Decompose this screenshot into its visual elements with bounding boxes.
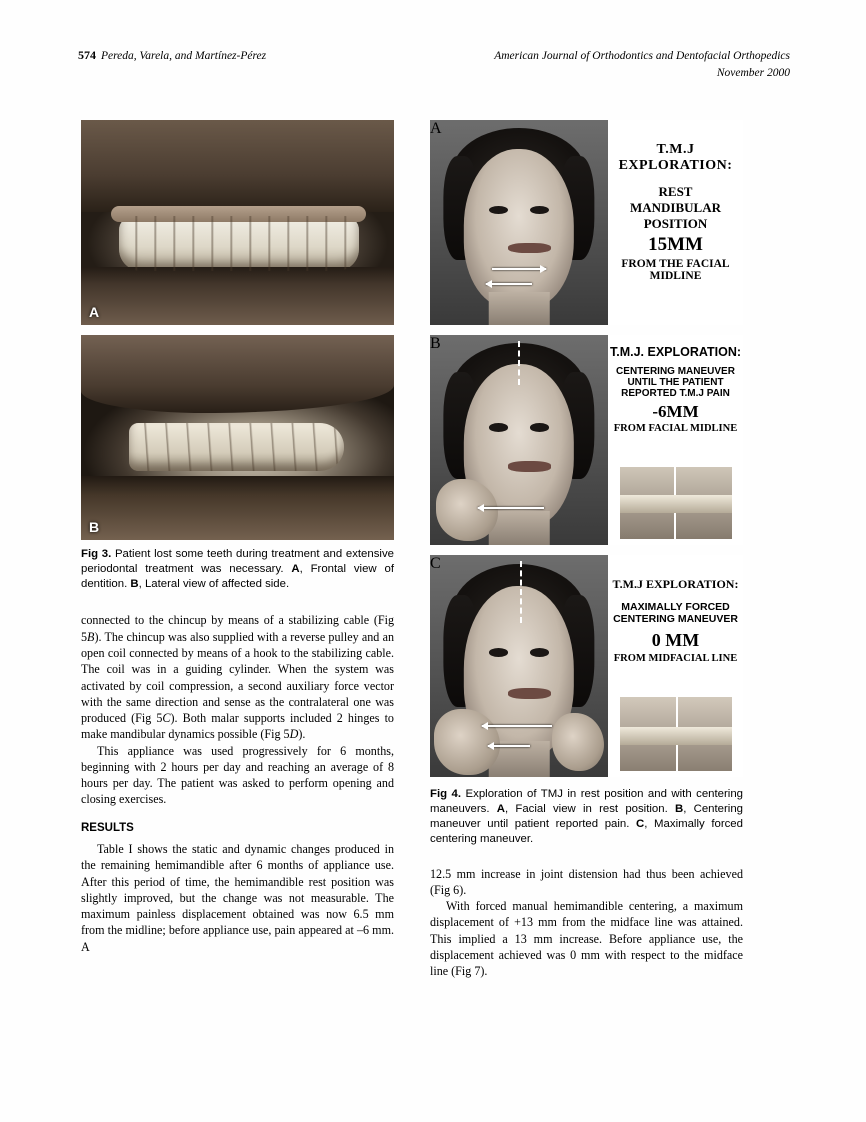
figure-3-panel-a (81, 120, 394, 325)
para1-italic1: B (87, 629, 95, 644)
displacement-arrow-left (482, 725, 552, 727)
intraoral-closeup-photo-b (620, 467, 732, 539)
figure-4-caption-c-text: , Maximally forced centering maneuver. (430, 818, 743, 846)
face-photo-rest-position (430, 120, 608, 325)
fig4a-line-2: EXPLORATION: (618, 158, 733, 173)
figure-3-caption (81, 547, 394, 592)
face-photo-forced-centering (430, 555, 608, 777)
mouth (508, 688, 551, 699)
figure-4-caption-b-text: , Centering maneuver until patient reported pain. (430, 803, 744, 831)
fig4a-line-7: FROM THE FACIAL (621, 258, 730, 270)
figure-4-panel-b (430, 335, 743, 545)
para1-part4: ). (298, 727, 306, 742)
para1-italic3: D (289, 727, 299, 742)
fig4c-line-5: FROM MIDFACIAL LINE (613, 653, 738, 664)
figure-3-caption-a-text: , Frontal view of dentition. (81, 563, 394, 591)
figure-3-caption-a-label: A (291, 563, 300, 576)
figure-4b-text-panel (608, 335, 743, 545)
neck (489, 511, 550, 545)
neck (489, 292, 550, 325)
fig4b-line-2: CENTERING MANEUVER (616, 366, 735, 377)
page-header (78, 48, 790, 82)
figure-4-caption-b-label: B (674, 803, 684, 816)
eye-right (530, 423, 550, 431)
fig4b-line-1: T.M.J. EXPLORATION: (609, 345, 742, 359)
panel-letter-b: B (430, 335, 441, 352)
page-number: 574 (78, 48, 96, 62)
displacement-arrow-left-2 (488, 745, 530, 747)
displacement-arrow-right (492, 268, 546, 270)
eye-left (489, 423, 509, 431)
figure-4c-text-panel (608, 555, 743, 777)
teeth-band (620, 495, 732, 513)
panel-letter-c: C (430, 555, 441, 572)
para1-part3: ). Both malar supports included 2 hinges to make mandibular dynamics possible (Fig 5 (81, 711, 394, 742)
upper-lip-region-lateral (81, 335, 394, 413)
figure-3-panel-b (81, 335, 394, 540)
right-column (430, 120, 743, 979)
paragraph-connected-chincup (81, 612, 394, 742)
header-authors: Pereda, Varela, and Martínez-Pérez (101, 50, 267, 62)
header-right (494, 48, 790, 81)
header-left (78, 48, 266, 63)
figure-4-caption-a-text: , Facial view in rest position. (504, 803, 675, 816)
para1-part1: connected to the chincup by means of a stabilizing cable (Fig 5 (81, 613, 394, 644)
figure-4-caption (430, 787, 743, 848)
panel-letter-b: B (89, 519, 100, 535)
fig4a-value: 15MM (648, 234, 703, 255)
header-journal-title: American Journal of Orthodontics and Dentofacial Orthopedics (494, 50, 790, 62)
right-column-body (430, 866, 743, 980)
mouth (508, 461, 551, 472)
fig4b-line-3: UNTIL THE PATIENT (627, 377, 724, 388)
mouth (508, 243, 551, 253)
fig4b-line-4: REPORTED T.M.J PAIN (621, 388, 730, 399)
teeth-band (620, 727, 732, 745)
figure-4-panel-c (430, 555, 743, 777)
fig4a-line-1: T.M.J (656, 142, 695, 157)
paragraph-joint-distension: 12.5 mm increase in joint distension had thus been achieved (Fig 6). (430, 866, 743, 897)
intraoral-closeup-photo-c (620, 697, 732, 771)
figure-4-caption-c-label: C (636, 818, 645, 831)
figure-4-caption-label: Fig 4. (430, 788, 462, 800)
clinician-hand-right (552, 713, 604, 771)
fig4c-value: 0 MM (651, 630, 700, 650)
fig4c-line-1: T.M.J EXPLORATION: (612, 577, 739, 591)
figure-4-caption-text: Exploration of TMJ in rest position and with centering maneuvers. (430, 788, 743, 816)
left-column (81, 120, 394, 955)
paragraph-results: Table I shows the static and dynamic changes produced in the remaining hemimandible after 6 months of appliance use. After this period of time, the hemimandible rest position was slightly improved, but the change was not measurable. The maximum painless displacement obtained was now 6.5 mm from the midline; before appliance use, pain appeared at –6 mm. A (81, 842, 394, 954)
fig4a-line-3: REST (658, 184, 693, 199)
figure-3-caption-b-text: , Lateral view of affected side. (138, 578, 290, 591)
teeth-lateral (129, 423, 344, 471)
midline-dashed-marker (520, 561, 522, 623)
figure-3-caption-text: Patient lost some teeth during treatment and extensive periodontal treatment was necessary. (81, 548, 394, 576)
figure-4a-text-panel (608, 120, 743, 325)
section-heading-results: RESULTS (81, 821, 134, 834)
para1-italic2: C (162, 711, 171, 726)
fig4a-line-5: POSITION (643, 216, 708, 231)
figure-3-caption-b-label: B (130, 578, 139, 591)
face-photo-centering-maneuver (430, 335, 608, 545)
fig4c-line-3: CENTERING MANEUVER (613, 613, 738, 625)
paragraph-appliance-use: This appliance was used progressively for 6 months, beginning with 2 hours per day and reaching an average of 8 hours per day. The patient was asked to perform opening and closing exercises. (81, 743, 394, 807)
figure-4-panel-a (430, 120, 743, 325)
midline-dashed-marker (518, 341, 520, 385)
figure-4-caption-a-label: A (496, 803, 505, 816)
header-issue-date: November 2000 (716, 66, 790, 79)
displacement-arrow-left (486, 283, 532, 285)
gingiva-region (111, 206, 366, 222)
lower-lip-region (81, 267, 394, 325)
para1-part2: ). The chincup was also supplied with a reverse pulley and an open coil connected by means of a hook to the stabilizing cable. The coil was in a guiding cylinder. When the system was activated by coil compression, a second auxiliary force vector with the same direction and sense as the contralateral one was produced (Fig 5 (81, 629, 394, 726)
lower-lip-region-lateral (81, 476, 394, 540)
fig4a-line-8: MIDLINE (649, 270, 702, 282)
fig4a-line-4: MANDIBULAR (630, 200, 721, 215)
panel-letter-a: A (430, 120, 442, 137)
displacement-arrow-left (478, 507, 544, 509)
paragraph-forced-centering: With forced manual hemimandible centering, a maximum displacement of +13 mm from the midface line was attained. This implied a 13 mm increase. Before appliance use, the displacement achieved was 0 mm with respect to the midface line (Fig 7). (430, 899, 743, 979)
fig4b-value: -6MM (652, 402, 699, 421)
upper-lip-region (81, 120, 394, 212)
left-column-body (81, 612, 394, 955)
figure-3-caption-label: Fig 3. (81, 548, 112, 560)
panel-letter-a: A (89, 304, 100, 320)
fig4b-line-6: FROM FACIAL MIDLINE (613, 423, 738, 434)
fig4c-line-2: MAXIMALLY FORCED (621, 601, 730, 613)
